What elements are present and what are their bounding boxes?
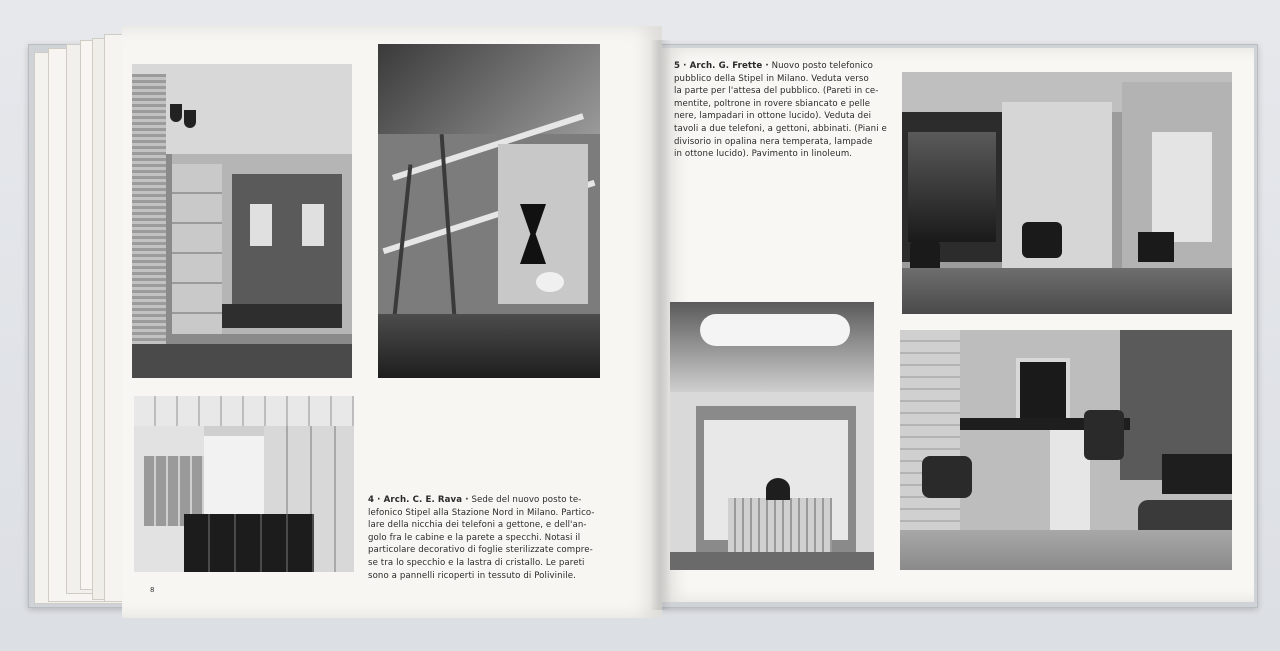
- caption-line: mentite, poltrone in rovere sbiancato e pelle: [674, 98, 871, 109]
- caption-line: lare della nicchia dei telefoni a gettone, e dell'an-: [368, 520, 587, 531]
- caption-frette: [674, 60, 892, 161]
- photo-ceiling-plants: [378, 44, 600, 378]
- photo-telephone-tables: [900, 330, 1232, 570]
- caption-line: nere, lampadari in ottone lucido). Veduta dei: [674, 111, 872, 122]
- book-gutter: [650, 40, 672, 610]
- caption-line: 5 · Arch. G. Frette · Nuovo posto telefonico: [674, 61, 873, 71]
- caption-number: 4: [368, 495, 375, 505]
- caption-line: pubblico della Stipel in Milano. Veduta verso: [674, 73, 869, 84]
- photo-phone-booths: [132, 64, 352, 378]
- caption-line: lefonico Stipel alla Stazione Nord in Milano. Partico-: [368, 507, 595, 518]
- page-number: 8: [150, 586, 155, 594]
- caption-rava: [368, 494, 595, 582]
- caption-line: tavoli a due telefoni, a gettoni, abbinati. (Piani e: [674, 123, 887, 134]
- photo-reception-niche: [670, 302, 874, 570]
- caption-line: divisorio in opalina nera temperata, lampade: [674, 136, 873, 147]
- caption-line: 4 · Arch. C. E. Rava · Sede del nuovo posto te-: [368, 495, 582, 505]
- caption-line: se tra lo specchio e la lastra di cristallo. Le pareti: [368, 557, 585, 568]
- caption-architect: Arch. G. Frette: [689, 61, 763, 71]
- caption-line: particolare decorativo di foglie sterilizzate compre-: [368, 545, 593, 556]
- caption-line: golo fra le cabine e la parete a specchi. Notasi il: [368, 532, 581, 543]
- caption-architect: Arch. C. E. Rava: [383, 495, 463, 505]
- caption-line: sono a pannelli ricoperti in tessuto di Polivinile.: [368, 570, 576, 581]
- caption-line: la parte per l'attesa del pubblico. (Pareti in ce-: [674, 86, 879, 97]
- caption-line: in ottone lucido). Pavimento in linoleum.: [674, 149, 853, 160]
- caption-number: 5: [674, 61, 681, 71]
- photo-waiting-area: [902, 72, 1232, 314]
- photo-corridor: [134, 396, 354, 572]
